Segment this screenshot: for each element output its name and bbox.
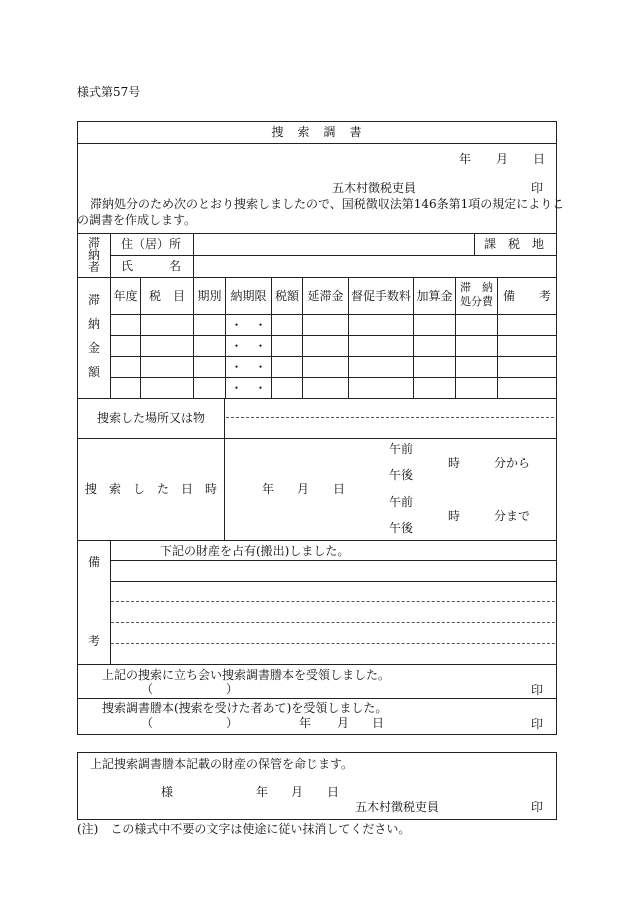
header-due-date: 納期限	[230, 289, 267, 303]
remarks-label-top: 備	[88, 555, 101, 569]
amount-label: 滞 納 金 額	[87, 293, 100, 379]
custody-sama: 様	[161, 785, 174, 799]
due-date-row-1: ・ ・	[230, 318, 267, 332]
until-minute-label: 分まで	[494, 509, 531, 523]
searched-place-label: 捜索した場所又は物	[96, 411, 205, 425]
header-tax-amount: 税額	[274, 289, 299, 303]
custody-day: 日	[327, 785, 340, 799]
until-am-label: 午前	[389, 495, 414, 509]
intro-text-line1: 滞納処分のため次のとおり捜索しましたので、国税徴収法第146条第1項の規定によりこ	[90, 197, 565, 211]
until-hour-label: 時	[448, 509, 461, 523]
issuer: 五木村徴税吏員	[332, 181, 417, 195]
header-remarks: 備 考	[502, 289, 551, 303]
header-fiscal-year: 年度	[113, 289, 138, 303]
subject-receipt-text: 捜索調書謄本(捜索を受けた者あて)を受領しました。	[102, 701, 388, 715]
address-field[interactable]	[194, 234, 473, 254]
witness-name-field[interactable]	[155, 682, 223, 696]
until-pm-label: 午後	[389, 521, 414, 535]
due-date-row-3: ・ ・	[230, 360, 267, 374]
date-year: 年	[459, 152, 472, 166]
search-year: 年	[262, 482, 275, 496]
name-label: 氏 名	[121, 259, 182, 273]
name-field[interactable]	[194, 256, 556, 276]
seal-mark: 印	[531, 181, 544, 195]
searched-place-field[interactable]	[226, 400, 555, 436]
custody-issuer: 五木村徴税吏員	[355, 800, 440, 814]
witness-seal-mark: 印	[531, 683, 544, 697]
header-disposition-cost: 滞 納 処分費	[460, 281, 493, 308]
subject-name-field[interactable]	[155, 716, 223, 730]
subject-receipt-day: 日	[372, 716, 385, 730]
subject-paren-open: （	[141, 716, 154, 730]
remarks-field[interactable]	[112, 562, 555, 662]
subject-paren-close: ）	[226, 716, 239, 730]
header-demand-fee: 督促手数料	[350, 289, 411, 303]
witness-paren-open: （	[141, 682, 154, 696]
from-minute-label: 分から	[494, 456, 531, 470]
witness-paren-close: ）	[226, 682, 239, 696]
search-day: 日	[333, 482, 346, 496]
date-month: 月	[496, 152, 509, 166]
date-day: 日	[533, 152, 546, 166]
custody-seal-mark: 印	[531, 800, 544, 814]
usage-note: (注) この様式中不要の文字は使途に従い抹消してください。	[77, 822, 411, 836]
subject-receipt-year: 年	[299, 716, 312, 730]
custody-order-text: 上記捜索調書謄本記載の財産の保管を命じます。	[90, 757, 354, 771]
header-additional-tax: 加算金	[416, 289, 453, 303]
tax-place-label: 課 税 地	[484, 237, 545, 251]
from-am-label: 午前	[389, 442, 414, 456]
remarks-label-bottom: 考	[88, 634, 101, 648]
intro-text-line2: の調書を作成します。	[77, 213, 197, 227]
header-period: 期別	[197, 289, 222, 303]
possession-text: 下記の財産を占有(搬出)しました。	[160, 544, 350, 558]
witness-receipt-text: 上記の捜索に立ち会い捜索調書謄本を受領しました。	[102, 668, 391, 682]
from-pm-label: 午後	[389, 468, 414, 482]
search-datetime-label: 捜 索 し た 日 時	[84, 482, 217, 496]
address-label: 住（居）所	[121, 237, 182, 251]
form-title: 捜 索 調 書	[271, 125, 363, 139]
search-month: 月	[297, 482, 310, 496]
from-hour-label: 時	[448, 456, 461, 470]
due-date-row-2: ・ ・	[230, 339, 267, 353]
delinquent-label: 滞 納 者	[87, 236, 100, 274]
custody-month: 月	[291, 785, 304, 799]
subject-receipt-month: 月	[337, 716, 350, 730]
header-late-fee: 延滞金	[307, 289, 344, 303]
header-tax-item: 税 目	[148, 289, 185, 303]
form-number: 様式第57号	[77, 85, 141, 99]
subject-seal-mark: 印	[531, 717, 544, 731]
due-date-row-4: ・ ・	[230, 381, 267, 395]
custody-year: 年	[256, 785, 269, 799]
